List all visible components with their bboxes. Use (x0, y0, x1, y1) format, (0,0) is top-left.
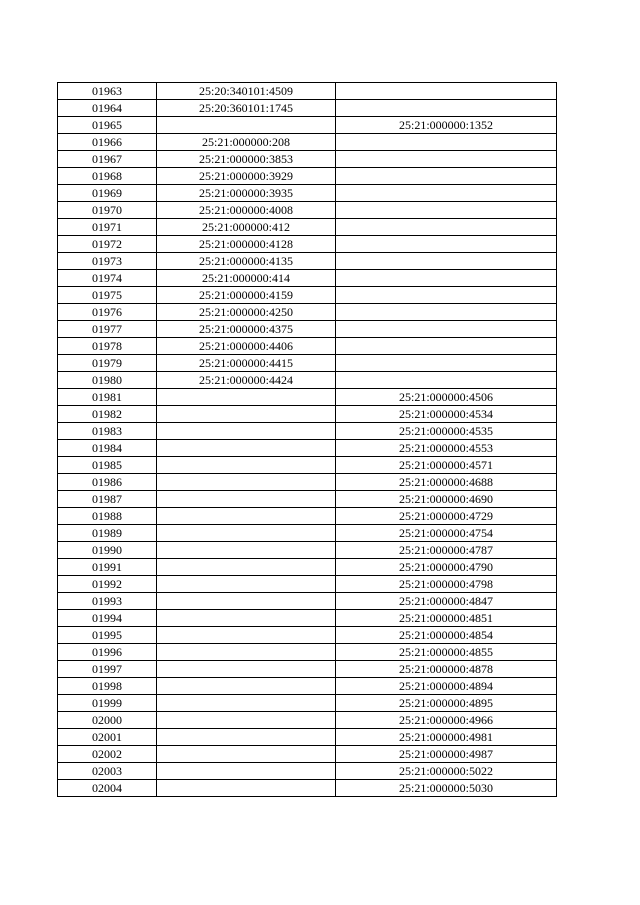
cadastral-number-cell-a: 25:20:340101:4509 (157, 83, 336, 100)
cadastral-number-cell-b (336, 355, 557, 372)
cadastral-number-cell-b (336, 100, 557, 117)
cadastral-number-cell-b: 25:21:000000:4535 (336, 423, 557, 440)
cadastral-number-cell-a: 25:21:000000:4135 (157, 253, 336, 270)
row-number-cell: 01969 (58, 185, 157, 202)
cadastral-number-cell-b (336, 151, 557, 168)
cadastral-number-cell-b: 25:21:000000:4553 (336, 440, 557, 457)
table-row (58, 372, 557, 389)
data-table (57, 82, 557, 797)
row-number-cell: 01977 (58, 321, 157, 338)
cadastral-number-cell-b (336, 168, 557, 185)
cadastral-number-cell-a: 25:21:000000:4008 (157, 202, 336, 219)
cadastral-number-cell-a: 25:21:000000:3935 (157, 185, 336, 202)
table-row (58, 491, 557, 508)
cadastral-number-cell-b: 25:21:000000:4878 (336, 661, 557, 678)
cadastral-number-cell-b: 25:21:000000:4571 (336, 457, 557, 474)
cadastral-number-cell-a: 25:21:000000:412 (157, 219, 336, 236)
row-number-cell: 01970 (58, 202, 157, 219)
cadastral-number-cell-a (157, 644, 336, 661)
cadastral-number-cell-a (157, 474, 336, 491)
row-number-cell: 01998 (58, 678, 157, 695)
row-number-cell: 01997 (58, 661, 157, 678)
row-number-cell: 01991 (58, 559, 157, 576)
cadastral-number-cell-a (157, 525, 336, 542)
cadastral-number-cell-b (336, 185, 557, 202)
table-row (58, 559, 557, 576)
cadastral-number-cell-a (157, 406, 336, 423)
row-number-cell: 02002 (58, 746, 157, 763)
cadastral-number-cell-a: 25:21:000000:414 (157, 270, 336, 287)
table-row (58, 389, 557, 406)
cadastral-number-cell-a (157, 117, 336, 134)
document-page (57, 82, 557, 797)
table-row (58, 678, 557, 695)
table-row (58, 593, 557, 610)
cadastral-number-cell-a (157, 729, 336, 746)
cadastral-number-cell-b: 25:21:000000:4847 (336, 593, 557, 610)
cadastral-number-cell-b: 25:21:000000:4534 (336, 406, 557, 423)
cadastral-number-cell-b: 25:21:000000:4798 (336, 576, 557, 593)
cadastral-number-cell-a (157, 627, 336, 644)
row-number-cell: 01987 (58, 491, 157, 508)
cadastral-number-cell-a (157, 576, 336, 593)
cadastral-number-cell-a (157, 440, 336, 457)
cadastral-number-cell-b (336, 253, 557, 270)
row-number-cell: 01980 (58, 372, 157, 389)
table-row (58, 712, 557, 729)
row-number-cell: 01983 (58, 423, 157, 440)
row-number-cell: 01973 (58, 253, 157, 270)
cadastral-number-cell-b: 25:21:000000:4894 (336, 678, 557, 695)
table-row (58, 304, 557, 321)
cadastral-number-cell-a (157, 695, 336, 712)
cadastral-number-cell-a (157, 593, 336, 610)
table-row (58, 763, 557, 780)
table-row (58, 440, 557, 457)
cadastral-number-cell-b (336, 287, 557, 304)
cadastral-number-cell-a: 25:21:000000:4375 (157, 321, 336, 338)
table-row (58, 525, 557, 542)
table-row (58, 542, 557, 559)
table-row (58, 508, 557, 525)
cadastral-number-cell-b: 25:21:000000:4729 (336, 508, 557, 525)
table-row (58, 117, 557, 134)
table-row (58, 134, 557, 151)
table-row (58, 457, 557, 474)
row-number-cell: 01982 (58, 406, 157, 423)
row-number-cell: 01972 (58, 236, 157, 253)
row-number-cell: 01981 (58, 389, 157, 406)
cadastral-number-cell-a: 25:20:360101:1745 (157, 100, 336, 117)
row-number-cell: 01968 (58, 168, 157, 185)
row-number-cell: 02003 (58, 763, 157, 780)
row-number-cell: 01990 (58, 542, 157, 559)
cadastral-number-cell-b: 25:21:000000:4851 (336, 610, 557, 627)
cadastral-number-cell-b (336, 202, 557, 219)
cadastral-number-cell-a (157, 559, 336, 576)
cadastral-number-cell-b (336, 372, 557, 389)
cadastral-number-cell-b: 25:21:000000:4754 (336, 525, 557, 542)
table-row (58, 746, 557, 763)
cadastral-number-cell-a (157, 542, 336, 559)
cadastral-number-cell-a (157, 491, 336, 508)
table-row (58, 627, 557, 644)
row-number-cell: 01994 (58, 610, 157, 627)
cadastral-number-cell-b: 25:21:000000:4895 (336, 695, 557, 712)
row-number-cell: 01976 (58, 304, 157, 321)
cadastral-number-cell-b (336, 304, 557, 321)
row-number-cell: 01964 (58, 100, 157, 117)
table-row (58, 338, 557, 355)
cadastral-number-cell-a: 25:21:000000:3853 (157, 151, 336, 168)
table-row (58, 661, 557, 678)
cadastral-number-cell-a (157, 457, 336, 474)
cadastral-number-cell-b (336, 236, 557, 253)
table-row (58, 168, 557, 185)
row-number-cell: 01978 (58, 338, 157, 355)
cadastral-number-cell-b (336, 83, 557, 100)
table-row (58, 321, 557, 338)
row-number-cell: 01966 (58, 134, 157, 151)
row-number-cell: 02004 (58, 780, 157, 797)
cadastral-number-cell-a: 25:21:000000:4128 (157, 236, 336, 253)
cadastral-number-cell-a: 25:21:000000:208 (157, 134, 336, 151)
table-row (58, 185, 557, 202)
cadastral-number-cell-b: 25:21:000000:4987 (336, 746, 557, 763)
row-number-cell: 01984 (58, 440, 157, 457)
row-number-cell: 01989 (58, 525, 157, 542)
cadastral-number-cell-b: 25:21:000000:4981 (336, 729, 557, 746)
table-row (58, 83, 557, 100)
cadastral-number-cell-a: 25:21:000000:3929 (157, 168, 336, 185)
row-number-cell: 01992 (58, 576, 157, 593)
table-row (58, 406, 557, 423)
row-number-cell: 01985 (58, 457, 157, 474)
cadastral-number-cell-a (157, 746, 336, 763)
cadastral-number-cell-a (157, 661, 336, 678)
table-row (58, 219, 557, 236)
cadastral-number-cell-a (157, 780, 336, 797)
row-number-cell: 02001 (58, 729, 157, 746)
table-row (58, 610, 557, 627)
table-row (58, 576, 557, 593)
table-row (58, 287, 557, 304)
row-number-cell: 01963 (58, 83, 157, 100)
cadastral-number-cell-b: 25:21:000000:4790 (336, 559, 557, 576)
cadastral-number-cell-b (336, 219, 557, 236)
cadastral-number-cell-b: 25:21:000000:4787 (336, 542, 557, 559)
row-number-cell: 02000 (58, 712, 157, 729)
cadastral-number-cell-b: 25:21:000000:4688 (336, 474, 557, 491)
cadastral-number-cell-a: 25:21:000000:4424 (157, 372, 336, 389)
table-row (58, 474, 557, 491)
cadastral-number-cell-a: 25:21:000000:4159 (157, 287, 336, 304)
cadastral-number-cell-a: 25:21:000000:4406 (157, 338, 336, 355)
table-row (58, 695, 557, 712)
table-row (58, 644, 557, 661)
cadastral-number-cell-a (157, 610, 336, 627)
cadastral-number-cell-a: 25:21:000000:4250 (157, 304, 336, 321)
table-row (58, 270, 557, 287)
row-number-cell: 01974 (58, 270, 157, 287)
cadastral-number-cell-b (336, 338, 557, 355)
table-body (58, 83, 557, 797)
table-row (58, 780, 557, 797)
cadastral-number-cell-b (336, 270, 557, 287)
row-number-cell: 01967 (58, 151, 157, 168)
row-number-cell: 01971 (58, 219, 157, 236)
table-row (58, 151, 557, 168)
row-number-cell: 01996 (58, 644, 157, 661)
table-row (58, 729, 557, 746)
row-number-cell: 01993 (58, 593, 157, 610)
cadastral-number-cell-a (157, 763, 336, 780)
cadastral-number-cell-b: 25:21:000000:5030 (336, 780, 557, 797)
cadastral-number-cell-b: 25:21:000000:5022 (336, 763, 557, 780)
table-row (58, 253, 557, 270)
cadastral-number-cell-b: 25:21:000000:4854 (336, 627, 557, 644)
row-number-cell: 01979 (58, 355, 157, 372)
cadastral-number-cell-a: 25:21:000000:4415 (157, 355, 336, 372)
cadastral-number-cell-b: 25:21:000000:4690 (336, 491, 557, 508)
table-row (58, 423, 557, 440)
row-number-cell: 01965 (58, 117, 157, 134)
cadastral-number-cell-b: 25:21:000000:4966 (336, 712, 557, 729)
row-number-cell: 01986 (58, 474, 157, 491)
cadastral-number-cell-b (336, 134, 557, 151)
row-number-cell: 01999 (58, 695, 157, 712)
row-number-cell: 01988 (58, 508, 157, 525)
table-row (58, 202, 557, 219)
cadastral-number-cell-a (157, 389, 336, 406)
row-number-cell: 01995 (58, 627, 157, 644)
cadastral-number-cell-a (157, 678, 336, 695)
cadastral-number-cell-a (157, 508, 336, 525)
cadastral-number-cell-b: 25:21:000000:4855 (336, 644, 557, 661)
cadastral-number-cell-b: 25:21:000000:4506 (336, 389, 557, 406)
table-row (58, 355, 557, 372)
row-number-cell: 01975 (58, 287, 157, 304)
cadastral-number-cell-b (336, 321, 557, 338)
cadastral-number-cell-b: 25:21:000000:1352 (336, 117, 557, 134)
cadastral-number-cell-a (157, 423, 336, 440)
table-row (58, 100, 557, 117)
cadastral-number-cell-a (157, 712, 336, 729)
table-row (58, 236, 557, 253)
